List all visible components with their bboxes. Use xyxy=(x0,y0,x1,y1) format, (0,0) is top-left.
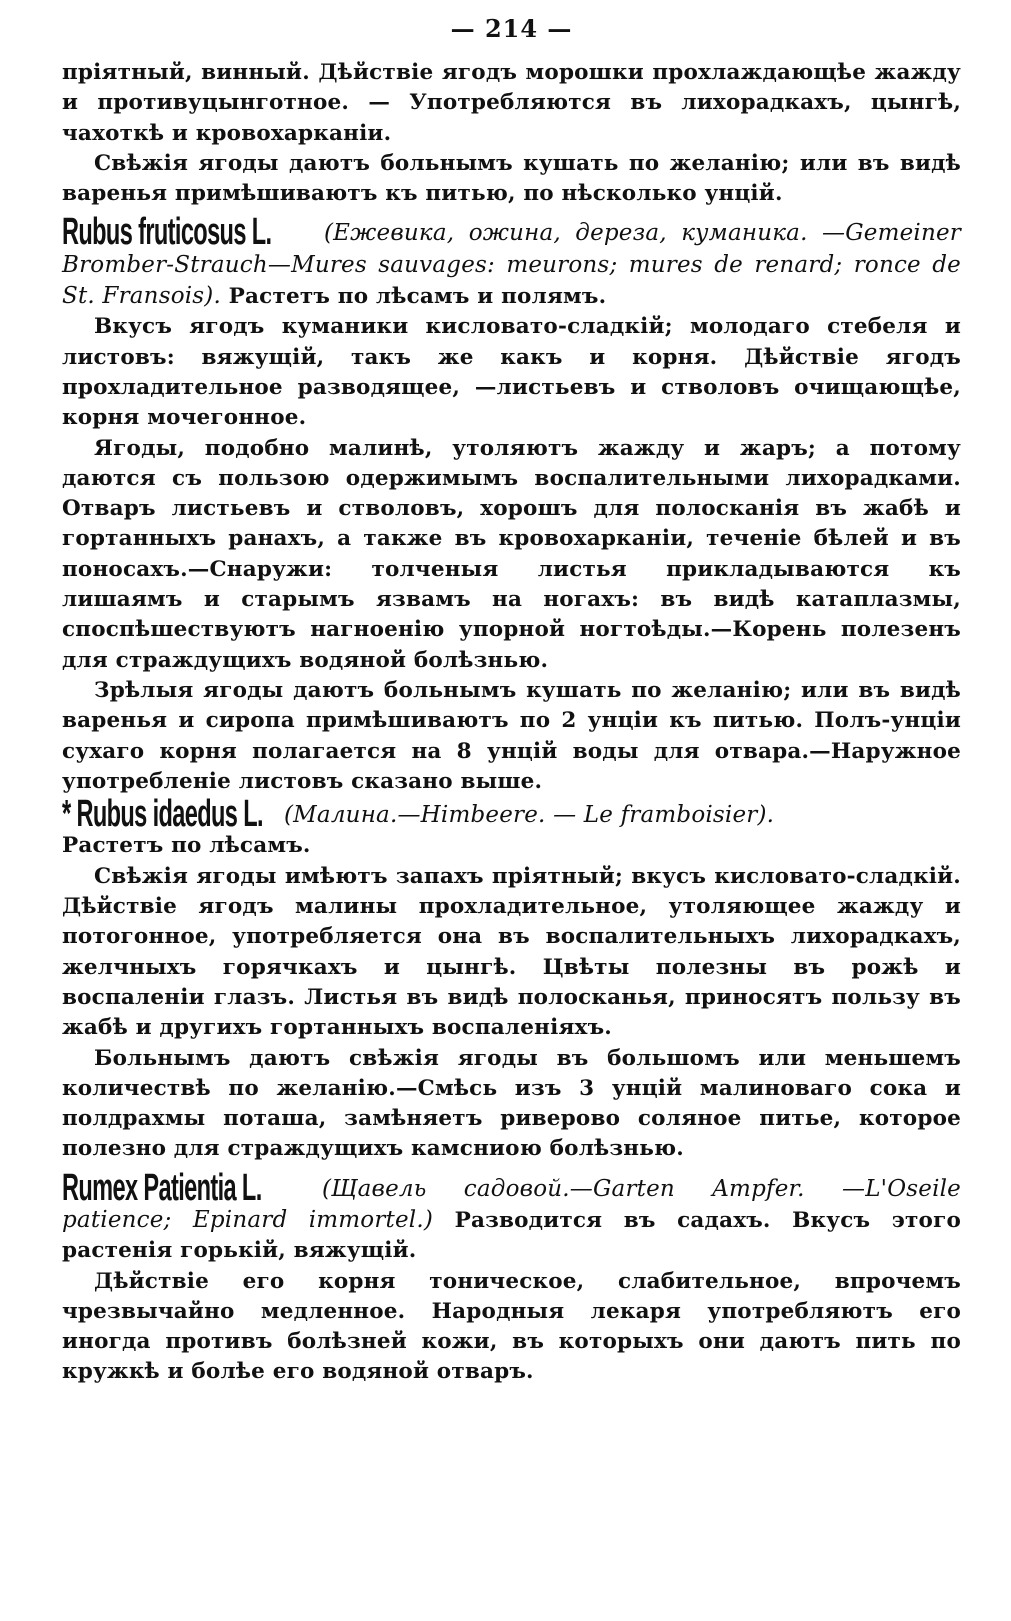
synonyms: (Щавель садовой.—Garten Ampfer. —L'Oseile patience; Epinard immortel.) xyxy=(62,1175,961,1233)
paragraph: Больнымъ даютъ свѣжія ягоды въ большомъ или меньшемъ количествѣ по желанію.—Смѣсь изъ 3 унцій малиноваго сока и полдрахмы поташа, замѣняетъ риверово соляное питье, которое полезно для страждущихъ камсниою болѣзнью. xyxy=(62,1045,961,1162)
entry-heading-rumex-patientia xyxy=(62,1166,961,1267)
entry-heading-rubus-fruticosus xyxy=(62,211,961,312)
paragraph: Вкусъ ягодъ куманики кисловато-сладкій; молодаго стебеля и листовъ: вяжущій, такъ же какъ и корня. Дѣйствіе ягодъ прохладительное разводящее, —листьевъ и стволовъ очищающѣе, корня мочегонное. xyxy=(62,314,961,431)
paragraph: Свѣжія ягоды имѣютъ запахъ пріятный; вкусъ кисловато-сладкій. Дѣйствіе ягодъ малины прохладительное, утоляющее жажду и потогонное, употребляется она въ воспалительныхъ лихорадкахъ, желчныхъ горячкахъ и цынгѣ. Цвѣты полезны въ рожѣ и воспаленіи глазъ. Листья въ видѣ полосканья, приносятъ пользу въ жабѣ и другихъ гортанныхъ воспаленіяхъ. xyxy=(62,863,961,1041)
latin-name: Rumex Patientia L. xyxy=(62,1166,262,1209)
synonyms: (Ежевика, ожина, дереза, куманика. —Gemeiner Bromber-Strauch—Mures sauvages: meurons; mures de renard; ronce de St. Fransois). xyxy=(62,220,961,310)
habitat: Разводится въ садахъ. Вкусъ этого растенія горькій, вяжущій. xyxy=(62,1207,961,1264)
latin-name: Rubus fruticosus L. xyxy=(62,211,272,254)
habitat: Растетъ по лѣсамъ и полямъ. xyxy=(221,284,607,310)
page-number: — 214 — xyxy=(450,14,573,43)
habitat: Растетъ по лѣсамъ. xyxy=(62,833,311,859)
paragraph: Зрѣлыя ягоды даютъ больнымъ кушать по желанію; или въ видѣ варенья и сиропа примѣшиваютъ по 2 унціи къ питью. Полъ-унціи сухаго корня полагается на 8 унцій воды для отвара.—Наружное употребленіе листовъ сказано выше. xyxy=(62,677,961,794)
paragraph: Дѣйствіе его корня тоническое, слабительное, впрочемъ чрезвычайно медленное. Народныя лекаря употребляютъ его иногда противъ болѣзней кожи, въ которыхъ они даютъ пить по кружкѣ и болѣе его водяной отваръ. xyxy=(62,1268,961,1385)
paragraph: Ягоды, подобно малинѣ, утоляютъ жажду и жаръ; а потому даются съ пользою одержимымъ воспалительными лихорадками. Отваръ листьевъ и стволовъ, хорошъ для полосканія въ жабѣ и гортанныхъ ранахъ, а также въ кровохарканіи, теченіе бѣлей и въ поносахъ.—Снаружи: толченыя листья прикладываются къ лишаямъ и старымъ язвамъ на ногахъ: въ видѣ катаплазмы, споспѣшествуютъ нагноенію упорной ногтоѣды.—Корень полезенъ для страждущихъ водяной болѣзнью. xyxy=(62,435,961,673)
latin-name: * Rubus idaedus L. xyxy=(62,793,263,836)
synonyms: (Малина.—Himbeere. — Le framboisier). xyxy=(284,802,775,829)
paragraph: Свѣжія ягоды даютъ больнымъ кушать по желанію; или въ видѣ варенья примѣшиваютъ къ питью, по нѣсколько унцій. xyxy=(62,150,961,207)
entry-heading-rubus-idaeus xyxy=(62,793,961,836)
paragraph: пріятный, винный. Дѣйствіе ягодъ морошки прохлаждающѣе жажду и противуцынготное. — Употребляются въ лихорадкахъ, цынгѣ, чахоткѣ и кровохарканіи. xyxy=(62,60,961,146)
